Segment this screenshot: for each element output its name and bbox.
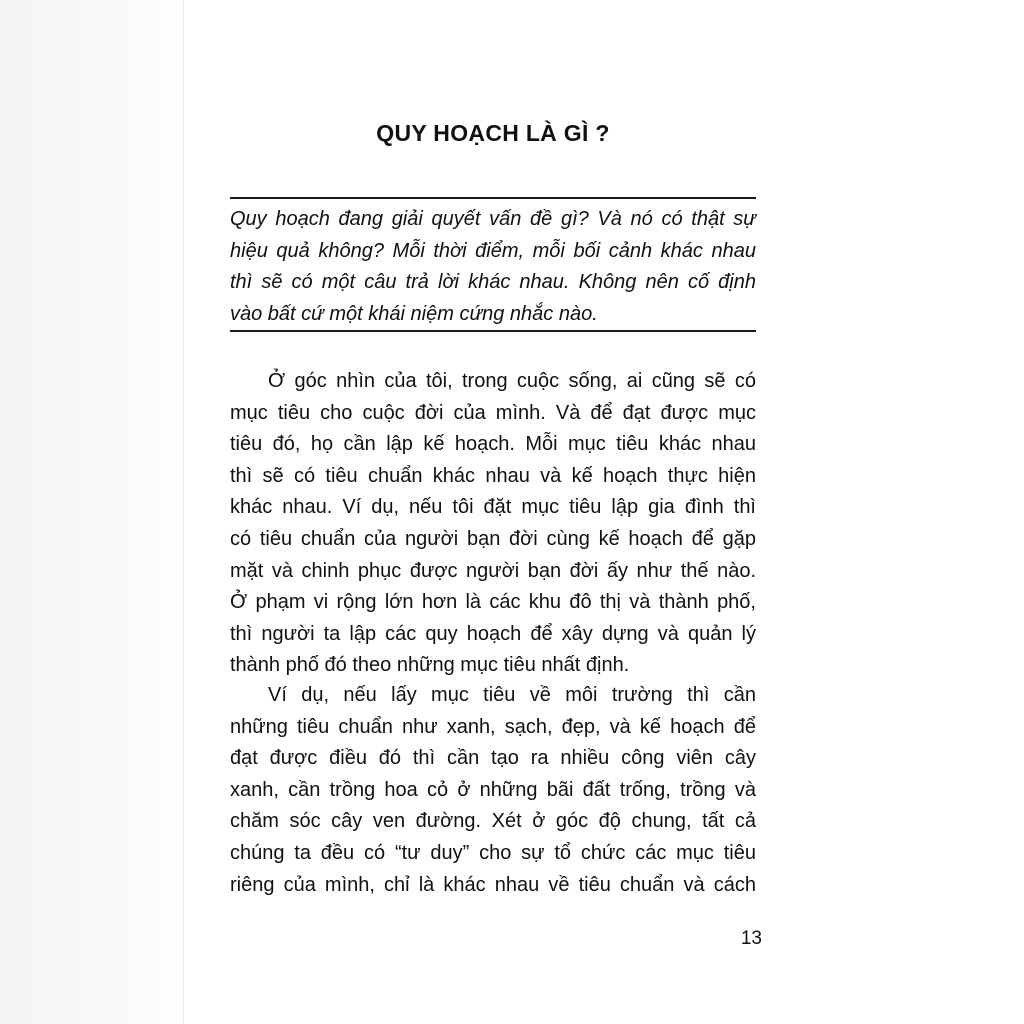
body-line: xanh, cần trồng hoa cỏ ở những bãi đất trống, trồng và bbox=[230, 778, 756, 801]
body-line: chăm sóc cây ven đường. Xét ở góc độ chung, tất cả bbox=[230, 810, 756, 833]
pull-quote-bottom-rule bbox=[230, 330, 756, 332]
body-line: thì người ta lập các quy hoạch để xây dựng và quản lý bbox=[230, 622, 756, 645]
pull-quote-top-rule bbox=[230, 197, 756, 199]
page-gutter-shadow bbox=[0, 0, 190, 1024]
body-line: tiêu đó, họ cần lập kế hoạch. Mỗi mục tiêu khác nhau bbox=[230, 433, 756, 456]
body-paragraph-2 bbox=[230, 680, 756, 901]
body-paragraph-1 bbox=[230, 366, 756, 682]
body-line: khác nhau. Ví dụ, nếu tôi đặt mục tiêu lập gia đình thì bbox=[230, 496, 756, 519]
body-line: đạt được điều đó thì cần tạo ra nhiều công viên cây bbox=[230, 747, 756, 770]
body-line: mục tiêu cho cuộc đời của mình. Và để đạt được mục bbox=[230, 401, 756, 424]
body-line: chúng ta đều có “tư duy” cho sự tổ chức các mục tiêu bbox=[230, 841, 756, 864]
pull-quote bbox=[230, 204, 756, 330]
body-line: Ở phạm vi rộng lớn hơn là các khu đô thị và thành phố, bbox=[230, 591, 756, 614]
body-line: Ở góc nhìn của tôi, trong cuộc sống, ai cũng sẽ có bbox=[268, 370, 756, 392]
body-line: Ví dụ, nếu lấy mục tiêu về môi trường thì cần bbox=[268, 684, 756, 706]
chapter-title: QUY HOẠCH LÀ GÌ ? bbox=[376, 120, 610, 146]
body-line: riêng của mình, chỉ là khác nhau về tiêu chuẩn và cách bbox=[230, 873, 756, 896]
pull-quote-line: thì sẽ có một câu trả lời khác nhau. Không nên cố định bbox=[230, 271, 756, 293]
body-line: có tiêu chuẩn của người bạn đời cùng kế hoạch để gặp bbox=[230, 527, 756, 550]
page-gutter-edge bbox=[183, 0, 184, 1024]
body-line: những tiêu chuẩn như xanh, sạch, đẹp, và kế hoạch để bbox=[230, 715, 756, 738]
body-line: mặt và chinh phục được người bạn đời ấy như thế nào. bbox=[230, 559, 756, 582]
body-line: thì sẽ có tiêu chuẩn khác nhau và kế hoạch thực hiện bbox=[230, 464, 756, 487]
pull-quote-line: vào bất cứ một khái niệm cứng nhắc nào. bbox=[230, 302, 598, 325]
body-line: thành phố đó theo những mục tiêu nhất định. bbox=[230, 654, 630, 677]
pull-quote-line: Quy hoạch đang giải quyết vấn đề gì? Và nó có thật sự bbox=[230, 208, 756, 230]
page-number: 13 bbox=[740, 928, 762, 949]
pull-quote-line: hiệu quả không? Mỗi thời điểm, mỗi bối cảnh khác nhau bbox=[230, 239, 756, 262]
